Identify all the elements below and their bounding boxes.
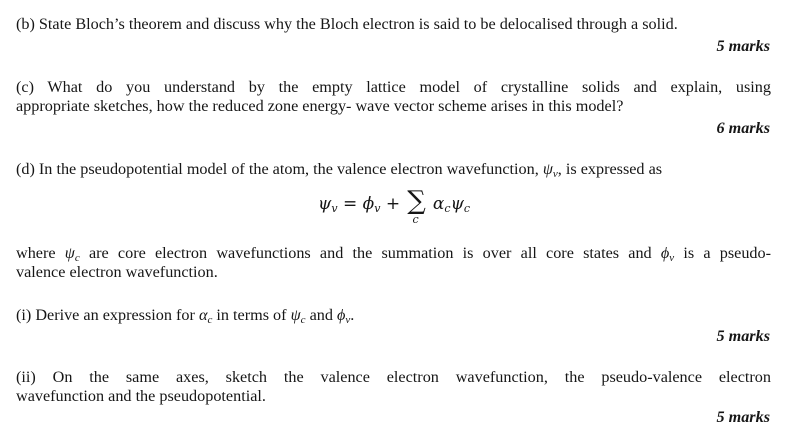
equation-psi-c: $\psi_c$ — [450, 194, 471, 215]
part-ii-text-line2: wavefunction and the pseudopotential. — [16, 387, 266, 405]
summation-symbol: ∑ c — [407, 186, 426, 226]
part-d-where-line — [16, 243, 771, 263]
part-i-and: and — [309, 306, 333, 324]
part-i-marks: 5 marks — [716, 327, 770, 345]
psi-v-symbol: $\psi_v$ — [542, 160, 558, 180]
equation-alpha: $\alpha_c$ — [432, 194, 451, 215]
equation-lhs: $\psi_v$ — [318, 194, 338, 215]
part-c-text-line1: (c) What do you understand by the empty lattice model of crystalline solids and explain, using — [16, 78, 771, 96]
psi-c-symbol-2: $\psi_c$ — [290, 306, 306, 326]
part-b-text: (b) State Bloch’s theorem and discuss why the Bloch electron is said to be delocalised through a solid. — [16, 15, 678, 33]
part-c-marks: 6 marks — [716, 119, 770, 137]
alpha-c-symbol: $\alpha_c$ — [198, 306, 213, 326]
where-mid: are core electron wavefunctions and the summation is over all core states and — [88, 244, 652, 262]
part-i-prefix: (i) Derive an expression for — [16, 306, 195, 324]
part-ii-text-line1: (ii) On the same axes, sketch the valence electron wavefunction, the pseudo-valence electron — [16, 368, 771, 386]
where-prefix: where — [16, 244, 56, 262]
part-d-valence-line: valence electron wavefunction. — [16, 263, 218, 281]
part-c-text-line2: appropriate sketches, how the reduced zone energy- wave vector scheme arises in this model? — [16, 97, 624, 115]
part-d-intro — [16, 159, 662, 179]
pseudopotential-equation — [318, 186, 471, 226]
part-ii-marks: 5 marks — [716, 408, 770, 426]
part-d-intro-prefix: (d) In the pseudopotential model of the atom, the valence electron wavefunction, — [16, 160, 539, 178]
equation-phi: $\phi_v$ — [362, 194, 381, 215]
psi-c-symbol: $\psi_c$ — [64, 244, 80, 264]
part-i-mid: in terms of — [216, 306, 287, 324]
part-b-marks: 5 marks — [716, 37, 770, 55]
where-suffix: is a pseudo- — [683, 244, 772, 262]
equals-sign: = — [337, 194, 363, 214]
part-i-text — [16, 305, 354, 325]
part-d-intro-suffix: , is expressed as — [557, 160, 663, 178]
plus-sign: + — [380, 194, 406, 214]
phi-v-symbol-2: $\phi_v$ — [337, 306, 351, 326]
phi-v-symbol: $\phi_v$ — [660, 244, 675, 264]
part-i-end: . — [350, 306, 355, 324]
